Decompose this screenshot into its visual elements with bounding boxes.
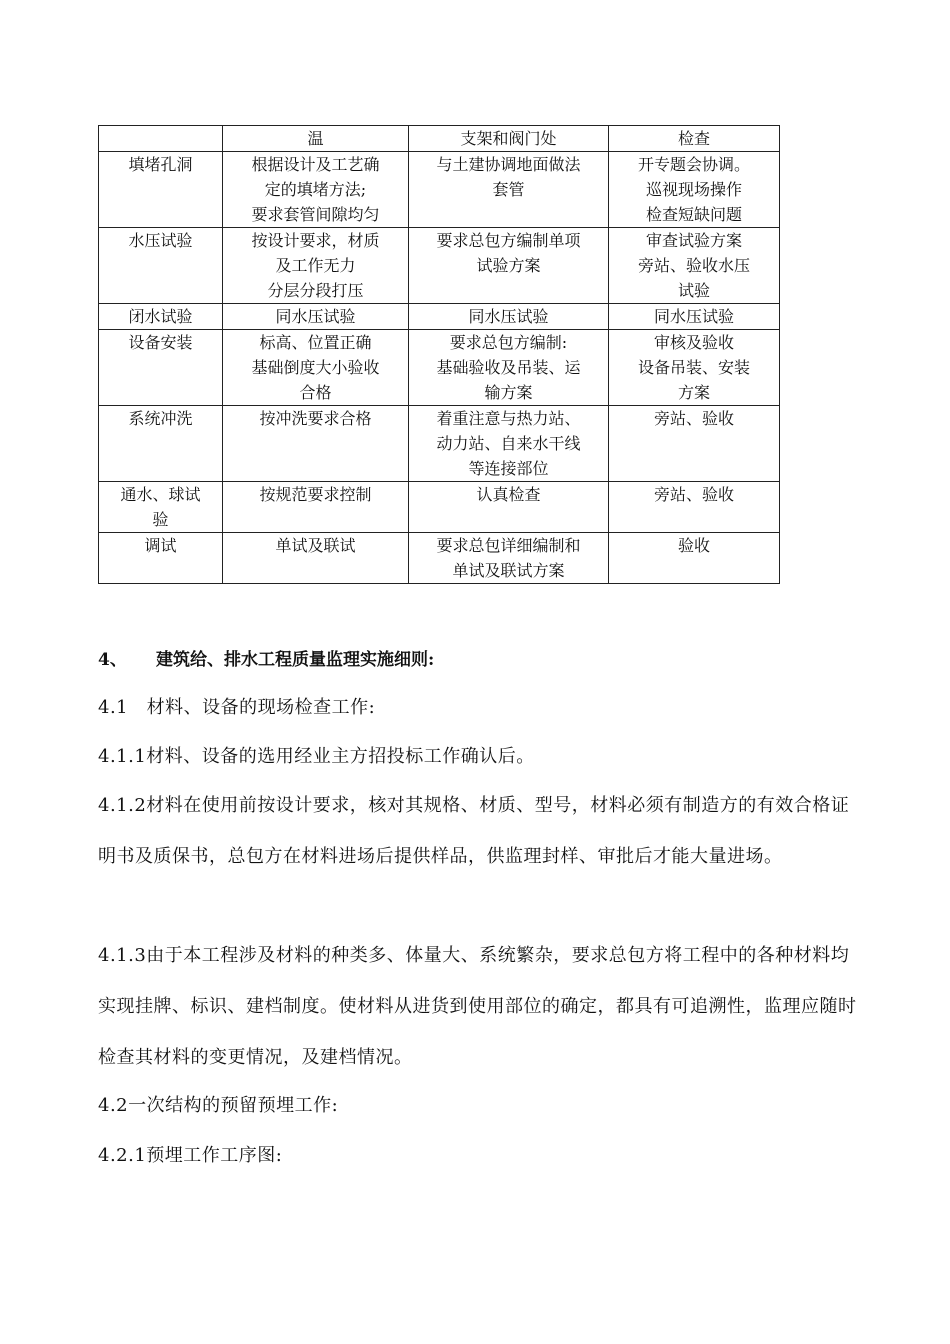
table-cell: 旁站、验收 (609, 406, 780, 482)
table-row (99, 330, 780, 406)
table-cell: 同水压试验 (609, 304, 780, 330)
table-cell: 审查试验方案 旁站、验收水压 试验 (609, 228, 780, 304)
table-cell: 同水压试验 (223, 304, 409, 330)
paragraph-4-1: 4.1 材料、设备的现场检查工作: (98, 697, 376, 718)
table-cell: 标高、位置正确 基础倒度大小验收 合格 (223, 330, 409, 406)
table-cell: 调试 (99, 533, 223, 584)
paragraph-4-2-1: 4.2.1预埋工作工序图: (98, 1145, 283, 1166)
table-row (99, 228, 780, 304)
table-cell: 系统冲洗 (99, 406, 223, 482)
table-cell: 按设计要求，材质 及工作无力 分层分段打压 (223, 228, 409, 304)
section-number: 4、 (98, 650, 127, 670)
table-cell: 闭水试验 (99, 304, 223, 330)
table-cell: 单试及联试 (223, 533, 409, 584)
table-cell: 认真检查 (409, 482, 609, 533)
table-cell: 水压试验 (99, 228, 223, 304)
table-cell: 通水、球试 验 (99, 482, 223, 533)
table-cell: 验收 (609, 533, 780, 584)
table-header-cell (99, 126, 223, 152)
section-title: 建筑给、排水工程质量监理实施细则: (156, 650, 435, 670)
paragraph-4-1-3: 4.1.3由于本工程涉及材料的种类多、体量大、系统繁杂，要求总包方将工程中的各种材料均实现挂牌、标识、建档制度。使材料从进货到使用部位的确定，都具有可追溯性，监理应随时检查其材料的变更情况，及建档情况。 (98, 945, 857, 1068)
section-heading (98, 645, 434, 670)
table-row (99, 152, 780, 228)
paragraph-4-1-2: 4.1.2材料在使用前按设计要求，核对其规格、材质、型号，材料必须有制造方的有效合格证明书及质保书，总包方在材料进场后提供样品，供监理封样、审批后才能大量进场。 (98, 795, 850, 867)
table-cell: 同水压试验 (409, 304, 609, 330)
table-cell: 与土建协调地面做法 套管 (409, 152, 609, 228)
table-cell: 审核及验收 设备吊装、安装 方案 (609, 330, 780, 406)
paragraph-4-1-1: 4.1.1材料、设备的选用经业主方招投标工作确认后。 (98, 746, 535, 767)
table-row (99, 406, 780, 482)
table-header-cell: 温 (223, 126, 409, 152)
table-cell: 填堵孔洞 (99, 152, 223, 228)
table-cell: 要求总包方编制: 基础验收及吊装、运 输方案 (409, 330, 609, 406)
table-cell: 开专题会协调。 巡视现场操作 检查短缺问题 (609, 152, 780, 228)
table-row (99, 482, 780, 533)
quality-control-table (98, 125, 780, 584)
table-row (99, 304, 780, 330)
table-row (99, 533, 780, 584)
table-cell: 旁站、验收 (609, 482, 780, 533)
table-cell: 根据设计及工艺确 定的填堵方法; 要求套管间隙均匀 (223, 152, 409, 228)
table-cell: 按规范要求控制 (223, 482, 409, 533)
table-cell: 着重注意与热力站、 动力站、自来水干线 等连接部位 (409, 406, 609, 482)
table-header-cell: 检查 (609, 126, 780, 152)
table-cell: 设备安装 (99, 330, 223, 406)
table-cell: 要求总包方编制单项 试验方案 (409, 228, 609, 304)
table-header-row (99, 126, 780, 152)
paragraph-4-2: 4.2一次结构的预留预埋工作: (98, 1095, 339, 1116)
table-cell: 要求总包详细编制和 单试及联试方案 (409, 533, 609, 584)
table-cell: 按冲洗要求合格 (223, 406, 409, 482)
table-header-cell: 支架和阀门处 (409, 126, 609, 152)
